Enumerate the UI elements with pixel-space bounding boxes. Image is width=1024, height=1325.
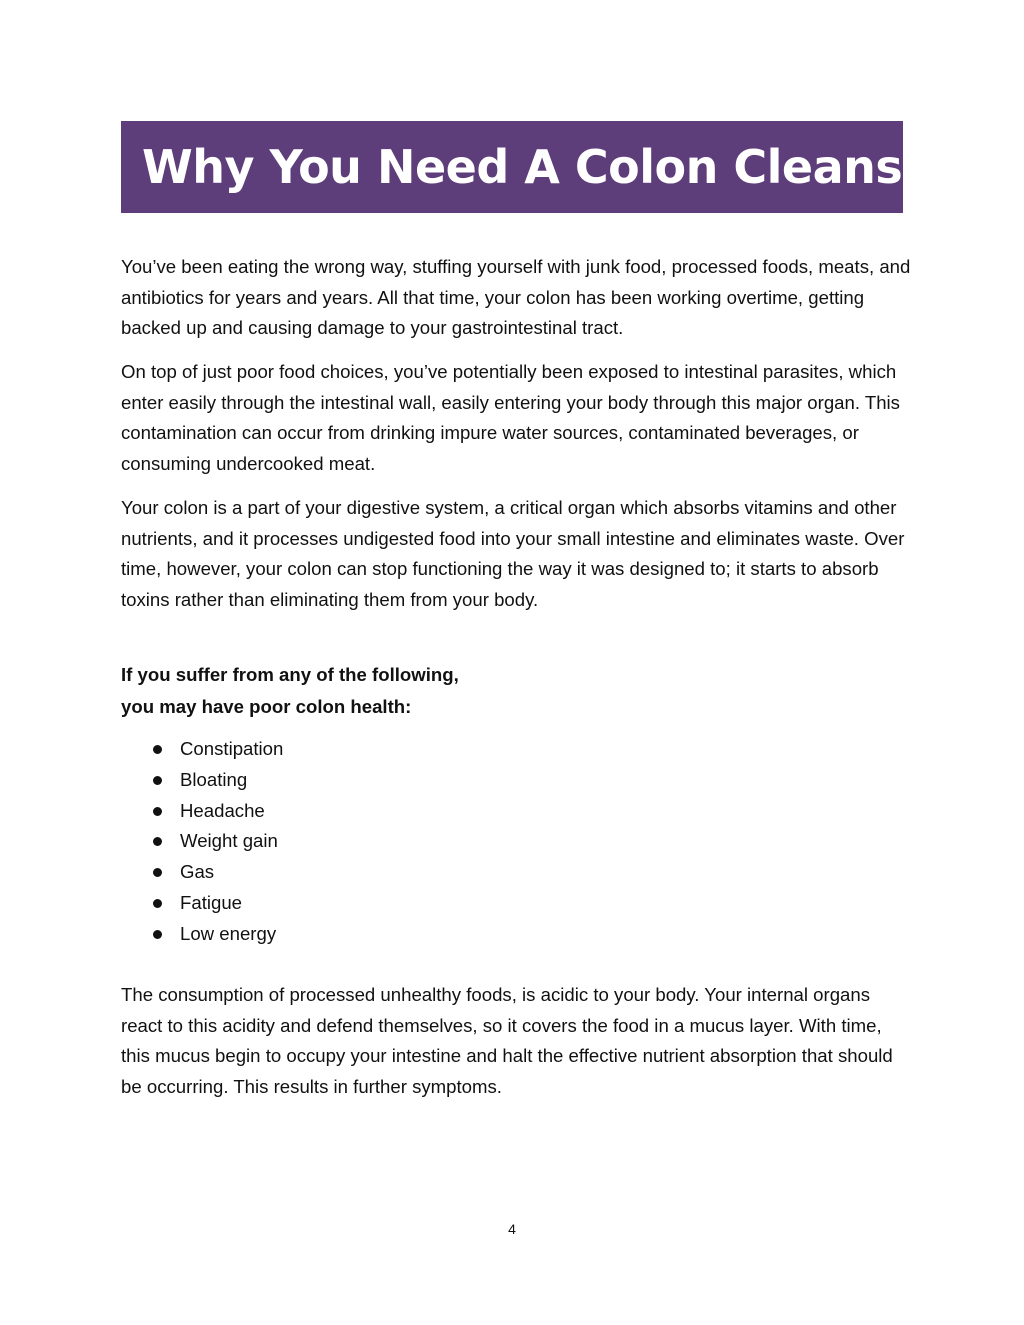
bullet-icon bbox=[153, 837, 162, 846]
symptom-label: Bloating bbox=[180, 768, 248, 790]
list-item bbox=[150, 765, 283, 796]
page-number: 4 bbox=[508, 1221, 516, 1237]
bullet-icon bbox=[153, 930, 162, 939]
bullet-icon bbox=[153, 745, 162, 754]
list-item bbox=[150, 888, 283, 919]
page-title: Why You Need A Colon Cleanse bbox=[142, 140, 933, 194]
symptom-label: Headache bbox=[180, 799, 265, 821]
symptom-label: Constipation bbox=[180, 738, 284, 759]
symptom-label: Low energy bbox=[180, 922, 277, 944]
paragraph-colon-function: Your colon is a part of your digestive system, a critical organ which absorbs vitamins and other nutrients, and it processes undigested food into your small intestine and eliminates waste. Over time, however, your colon can stop functioning the way it was designed to; it starts to absorb toxins rather than eliminating them from your body. bbox=[121, 497, 905, 611]
paragraph-acidity: The consumption of processed unhealthy foods, is acidic to your body. Your internal organs react to this acidity and defend themselves, so it covers the food in a mucus layer. With time, this mucus begin to occupy your intestine and halt the effective nutrient absorption that should be occurring. This results in further symptoms. bbox=[121, 984, 893, 1098]
symptom-label: Weight gain bbox=[180, 830, 278, 852]
paragraph-parasites: On top of just poor food choices, you’ve potentially been exposed to intestinal parasites, which enter easily through the intestinal wall, easily entering your body through this major organ. This contamination can occur from drinking impure water sources, contaminated beverages, or consuming undercooked meat. bbox=[121, 361, 900, 475]
symptom-list bbox=[150, 734, 283, 950]
list-item bbox=[150, 734, 283, 765]
list-item bbox=[150, 826, 283, 857]
bullet-icon bbox=[153, 868, 162, 877]
list-item bbox=[150, 857, 283, 888]
symptoms-heading-line-1: If you suffer from any of the following, bbox=[121, 664, 459, 685]
symptoms-heading bbox=[121, 659, 721, 723]
list-item bbox=[150, 919, 283, 950]
bullet-icon bbox=[153, 807, 162, 816]
bullet-icon bbox=[153, 899, 162, 908]
list-item bbox=[150, 796, 283, 827]
symptom-label: Fatigue bbox=[180, 891, 243, 913]
bullet-icon bbox=[153, 776, 162, 785]
symptom-label: Gas bbox=[180, 861, 215, 883]
symptoms-heading-line-2: you may have poor colon health: bbox=[121, 696, 412, 717]
paragraph-eating-habits: You’ve been eating the wrong way, stuffing yourself with junk food, processed foods, meats, and antibiotics for years and years. All that time, your colon has been working overtime, getting backed up and causing damage to your gastrointestinal tract. bbox=[121, 256, 911, 339]
title-banner bbox=[121, 121, 933, 213]
